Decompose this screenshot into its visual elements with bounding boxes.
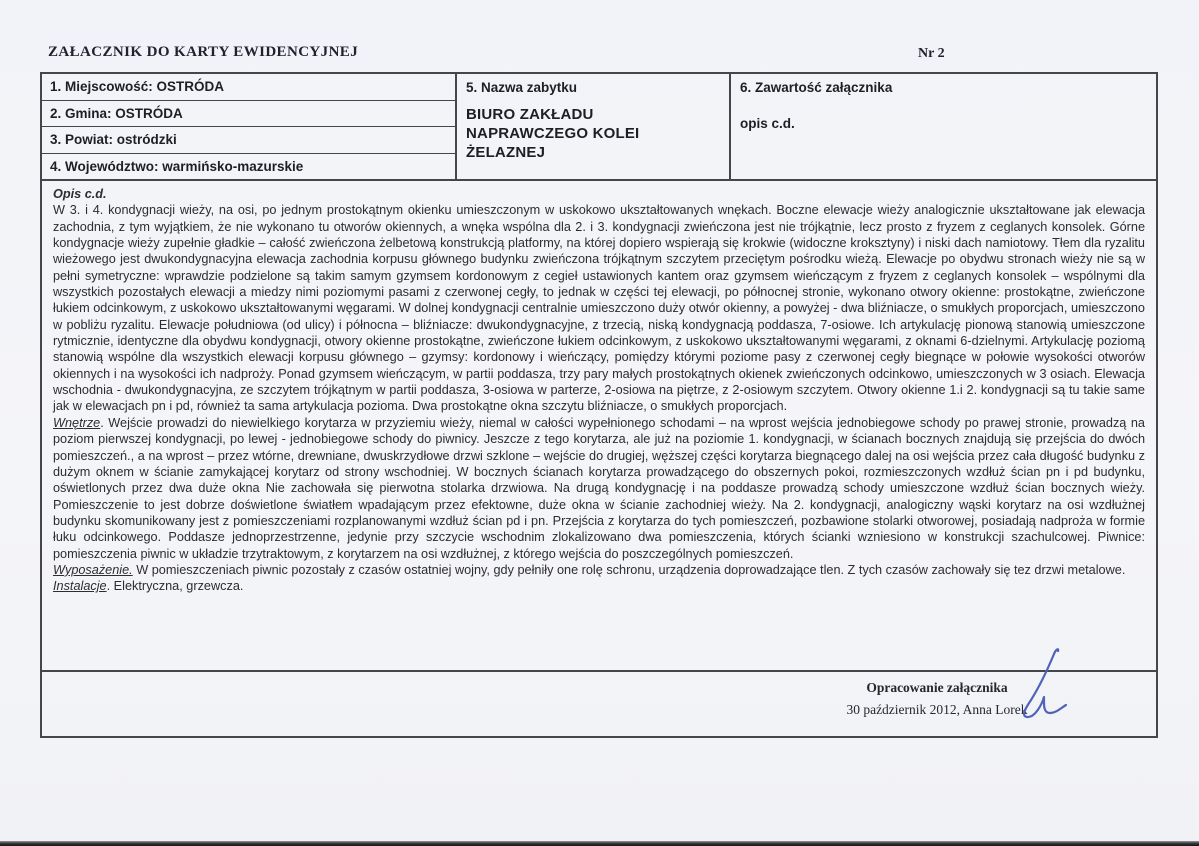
field-wojewodztwo: 4. Województwo: warmińsko-mazurskie (50, 158, 304, 174)
scan-edge (0, 841, 1199, 846)
description-body (42, 181, 1156, 670)
credit-date-author: 30 październik 2012, Anna Lorek (846, 702, 1028, 717)
table-header (42, 74, 1156, 181)
installations-paragraph: Instalacje. Elektryczna, grzewcza. (53, 579, 244, 594)
interior-heading: Wnętrze (53, 415, 101, 430)
field-miejscowosc: 1. Miejscowość: OSTRÓDA (42, 74, 455, 101)
document-title: ZAŁACZNIK DO KARTY EWIDENCYJNEJ (48, 44, 359, 60)
location-fields-column (42, 74, 457, 179)
field-powiat: 3. Powiat: ostródzki (42, 127, 455, 154)
attachment-content-cell (731, 74, 1156, 179)
installations-heading: Instalacje (53, 579, 107, 594)
field-gmina: 2. Gmina: OSTRÓDA (42, 101, 455, 128)
equipment-heading: Wyposażenie. (53, 562, 133, 577)
handwritten-signature (1012, 646, 1076, 726)
monument-name-cell (457, 74, 731, 179)
attachment-credit-box (40, 670, 1158, 738)
attachment-content-label: 6. Zawartość załącznika (740, 80, 893, 95)
interior-paragraph: Wnętrze. Wejście prowadzi do niewielkiego korytarza w przyziemiu wieży, niemal w całości wypełnionego schodami – na wprost wejścia jednobiegowe schody po prawej stronie, prowadzą na poziom pierwszej kondygnacji, po lewej - jednobiegowe schody do piwnicy. Jeszcze z tego korytarza, ale już na poziomie 1. kondygnacji, w ścianach bocznych znajdują się przejścia do dwóch pomieszczeń., a na wprost – przez wtórne, drewniane, dwuskrzydłowe drzwi szklone – wejście do drugiej, węższej części korytarza biegnącego dalej na osi wejścia przez cała długość budynku z dużym oknem w ścianie zamykającej korytarz od strony wschodniej. W bocznych ścianach korytarza prowadzącego do obszernych pokoi, rozmieszczonych wzdłuż ścian pn i pd budynku, oświetlonych przez dwa duże okna Nie zachowała się pierwotna stolarka drzwiowa. Na drugą kondygnację i na poddasze prowadzą schody umieszczone wzdłuż ścian bocznych wieży. Pomieszczenie to jest dobrze doświetlone światłem wpadającym przez efektowne, duże okna w ścianie zachodniej wieży. Na 2. kondygnacji, analogiczny wąski korytarz na osi wzdłużnej budynku skomunikowany jest z pomieszczeniami rozplanowanymi wzdłuż ścian pd i pn. Przejścia z korytarza do tych pomieszczeń, pozbawione stolarki otworowej, posiadają nadproża w formie łuku odcinkowego. Poddasze jednoprzestrzenne, jedynie przy szczycie wschodnim zlokalizowano dwa pomieszczenia, których ścianki wzniesiono w konstrukcji szachulcowej. Piwnice: pomieszczenia piwnic w układzie trzytraktowym, z korytarzem na osi wzdłużnej, z którego wejścia do poszczególnych pomieszczeń. (53, 415, 1145, 561)
description-heading: Opis c.d. (53, 187, 107, 201)
page-number: Nr 2 (918, 46, 945, 61)
credit-label: Opracowanie załącznika (866, 680, 1008, 695)
equipment-paragraph: Wyposażenie. W pomieszczeniach piwnic pozostały z czasów ostatniej wojny, gdy pełniły one rolę schronu, urządzenia doprowadzające tlen. Z tych czasów zachowały się tez drzwi metalowe. (53, 562, 1126, 577)
monument-name-label: 5. Nazwa zabytku (466, 80, 578, 95)
monument-name: BIURO ZAKŁADU NAPRAWCZEGO KOLEI ŻELAZNEJ (466, 106, 640, 161)
attachment-content-value: opis c.d. (740, 116, 795, 131)
description-paragraph: W 3. i 4. kondygnacji wieży, na osi, po jednym prostokątnym okienku umieszczonym w uskokowo ukształtowanych wnękach. Boczne elewacje wieży analogicznie ukształtowane jak elewacja zachodnia, z tym wyjątkiem, że nie wykonano tu otworów okiennych, a wnęka wspólna dla 2. i 3. kondygnacji zwieńczona jest nie trójkątnie, lecz prosto z fryzem z ceglanych konsolek. Górne kondygnacje wieży zupełnie gładkie – całość zwieńczona żelbetową konstrukcją platformy, na której dopiero wspierają się krokwie (widoczne kroksztyny) i niski dach namiotowy. Tłem dla ryzalitu wieżowego jest dwukondygnacyjna elewacja zachodnia korpusu głównego budynku zwieńczona trójkątnym szczytem przeciętym pośrodku wieżą. Elewacje po obydwu stronach wieży nie są w pełni symetryczne: wprawdzie podzielone są takim samym gzymsem kordonowym z cegieł ustawionych kantem oraz gzymsem wieńczącym z fryzem z ceglanych konsolek – wspólnymi dla wszystkich pozostałych elewacji a miedzy nimi poziomymi pasami z czerwonej cegły, to jednak w części tej elewacji, po północnej stronie, wykonano otwory okienne: prostokątne, zwieńczone łukiem odcinkowym, z uskokowo ukształtowanymi węgarami. W dolnej kondygnacji centralnie umieszczono duży otwór okienny, a powyżej - dwa bliźniacze, o smukłych proporcjach, umieszczono w pobliżu ryzalitu. Elewacje południowa (od ulicy) i północna – bliźniacze: dwukondygnacyjne, z trzecią, niską kondygnacją poddasza, 7-osiowe. Ich artykulację pionową stanowią umieszczone rytmicznie, identyczne dla obydwu kondygnacji, otwory okienne prostokątne, zwieńczone łukiem odcinkowym, z uskokowo ukształtowanymi węgarami, z oknami 6-dzielnymi. Artykulację poziomą stanowią wspólne dla wszystkich elewacji korpusu głównego – gzymsy: kordonowy i wieńczący, pomiędzy którymi poziome pasy z czerwonej cegły biegnące w połowie wysokości otworów okiennych i na wysokości ich nadproży. Ponad gzymsem wieńczącym, w partii poddasza, trzy pary małych prostokątnych okienek zwieńczonych odcinkowo, umieszczonych w 3 osiach. Elewacja wschodnia - dwukondygnacyjna, ze szczytem trójkątnym w partii poddasza, 3-osiowa w parterze, 2-osiowa na piętrze, z 2-osiowym szczytem. Otwory okienne 1.i 2. kondygnacji są tu takie same jak w elewacjach pn i pd, również ta sama artykulacja pozioma. Dwa prostokątne okna szczytu bliźniacze, o smukłych proporcjach. (53, 203, 1145, 414)
record-card-table (40, 72, 1158, 670)
